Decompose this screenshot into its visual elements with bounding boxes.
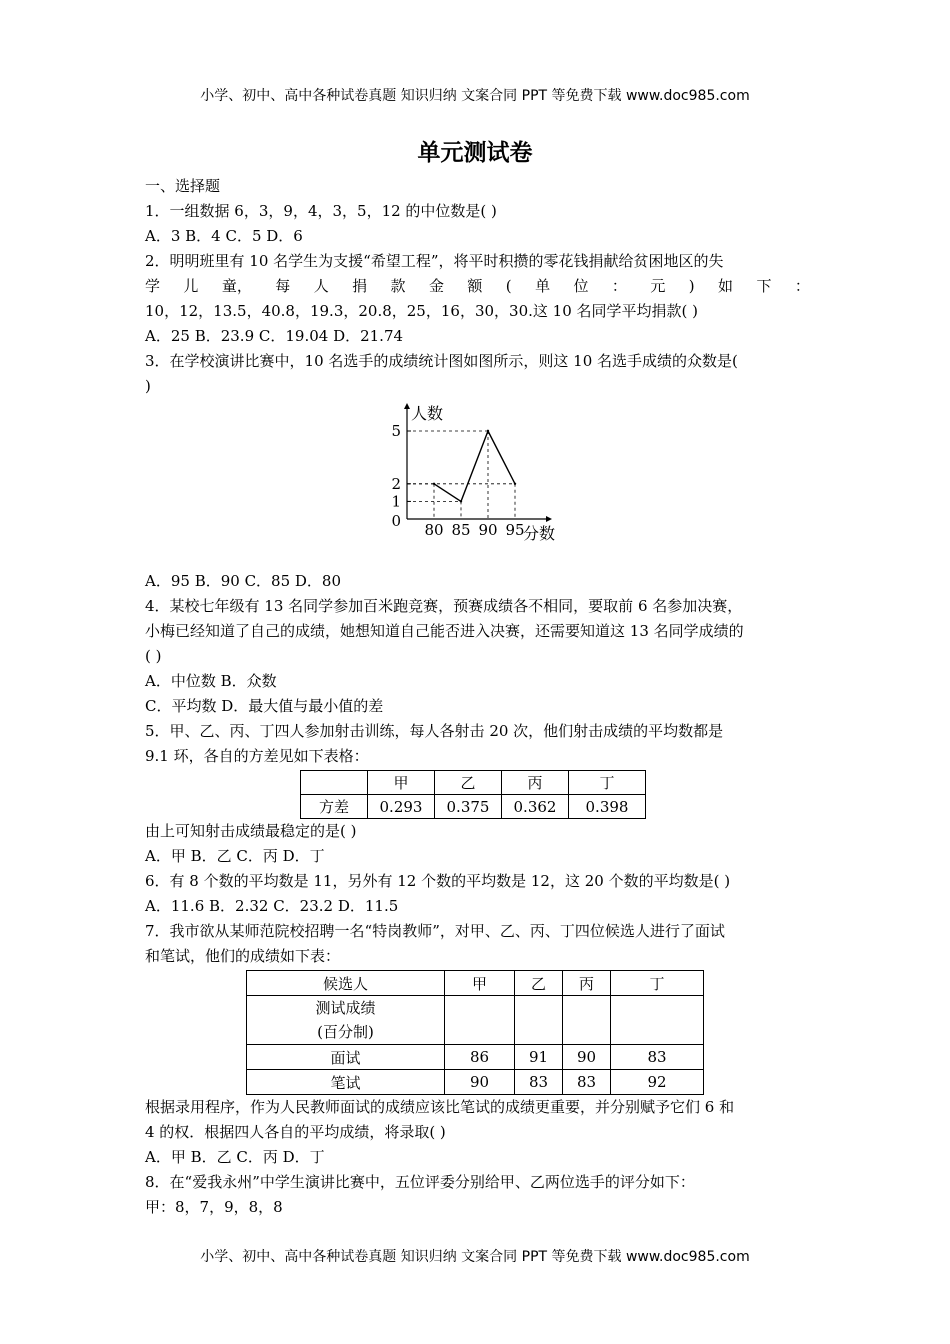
- data-point: [514, 483, 516, 485]
- exam-content: [145, 174, 810, 1220]
- series-line: [434, 431, 515, 501]
- q2-line2-token: 人: [313, 277, 329, 295]
- q3-options: A．95 B．90 C．85 D．80: [145, 572, 342, 590]
- table-cell: [515, 996, 563, 1045]
- table-cell: 丙: [502, 771, 569, 795]
- q7-line1: 7．我市欲从某师范院校招聘一名“特岗教师”，对甲、乙、丙、丁四位候选人进行了面试: [145, 922, 725, 940]
- table-cell: 83: [515, 1070, 563, 1095]
- y-tick-label: 5: [391, 422, 401, 440]
- q2-line2-token: 元: [650, 277, 666, 295]
- table-cell: 90: [563, 1045, 611, 1070]
- q2-line2-token: 单: [535, 277, 551, 295]
- q6-line1: 6．有 8 个数的平均数是 11，另外有 12 个数的平均数是 12，这 20 个数的平均数是( ): [145, 872, 731, 890]
- q2-line2-token: 捐: [352, 277, 368, 295]
- q2-line2-token: ：: [794, 277, 810, 295]
- q5-line2: 9.1 环，各自的方差见如下表格：: [145, 747, 369, 765]
- table-cell: 乙: [515, 971, 563, 996]
- q2-line2-token: ): [688, 277, 695, 295]
- table-cell: 0.293: [368, 795, 435, 819]
- data-point: [487, 430, 489, 432]
- page-title: 单元测试卷: [417, 139, 533, 166]
- q6-options: A．11.6 B．2.32 C．23.2 D．11.5: [145, 897, 399, 915]
- page-footer: 小学、初中、高中各种试卷真题 知识归纳 文案合同 PPT 等免费下载 www.doc985.com: [200, 1249, 750, 1265]
- q2-line2-token: 位: [573, 277, 589, 295]
- table-cell: 86: [445, 1045, 515, 1070]
- q3-line2: ): [145, 377, 151, 395]
- table-cell: [563, 996, 611, 1045]
- sub-header-line1: 测试成绩: [315, 999, 376, 1017]
- q7-line2: 和笔试，他们的成绩如下表：: [145, 947, 341, 965]
- x-tick-label: 85: [451, 521, 471, 539]
- sub-header-line2: (百分制): [317, 1023, 374, 1041]
- q8-line1: 8．在“爱我永州”中学生演讲比赛中，五位评委分别给甲、乙两位选手的评分如下：: [145, 1173, 695, 1191]
- table-cell: 甲: [368, 771, 435, 795]
- table-row: [247, 1070, 704, 1095]
- q2-line2-token: 如: [718, 277, 734, 295]
- table-cell: 乙: [435, 771, 502, 795]
- q2-line2-token: 童，: [221, 277, 252, 295]
- table-cell: 笔试: [247, 1070, 445, 1095]
- y-tick-label: 2: [391, 474, 401, 493]
- y-axis-arrow: [404, 403, 410, 409]
- candidate-score-table: [246, 970, 704, 1095]
- q2-line2-token: 学: [145, 277, 161, 295]
- table-cell: 面试: [247, 1045, 445, 1070]
- q2-options: A．25 B．23.9 C．19.04 D．21.74: [145, 327, 404, 345]
- q4-options-1: A．中位数 B．众数: [145, 672, 277, 690]
- table-cell: [247, 996, 445, 1045]
- q2-line2-token: (: [505, 277, 512, 295]
- table-cell: [611, 996, 704, 1045]
- table-cell: 0.398: [569, 795, 646, 819]
- q2-line1: 2．明明班里有 10 名学生为支援“希望工程”，将平时积攒的零花钱捐献给贫困地区的失: [145, 252, 724, 270]
- q2-line3: 10，12，13.5，40.8，19.3，20.8，25，16，30，30.这 10 名同学平均捐款( ): [145, 302, 698, 320]
- x-axis-title: 分数: [523, 524, 556, 543]
- table-row: [301, 795, 646, 819]
- table-row: [301, 771, 646, 795]
- origin-label: 0: [391, 512, 401, 530]
- x-tick-label: 80: [424, 521, 444, 539]
- q2-line2-token: 金: [428, 277, 444, 295]
- table-cell: 91: [515, 1045, 563, 1070]
- q2-line2: [145, 274, 810, 299]
- q7-line4: 4 的权．根据四人各自的平均成绩，将录取( ): [145, 1123, 446, 1141]
- y-tick-label: 1: [391, 492, 401, 511]
- data-point: [433, 483, 435, 485]
- table-row: [247, 996, 704, 1045]
- table-cell: 丁: [611, 971, 704, 996]
- table-cell: 83: [611, 1045, 704, 1070]
- table-cell: 0.375: [435, 795, 502, 819]
- y-axis-title: 人数: [411, 404, 444, 423]
- table-cell: [445, 996, 515, 1045]
- x-tick-label: 90: [478, 521, 498, 539]
- q7-line3: 根据录用程序，作为人民教师面试的成绩应该比笔试的成绩更重要，并分别赋予它们 6 和: [145, 1098, 735, 1116]
- table-cell: 0.362: [502, 795, 569, 819]
- q2-line2-token: 儿: [183, 277, 199, 295]
- q7-options: A．甲 B．乙 C．丙 D．丁: [145, 1148, 325, 1166]
- data-point: [460, 500, 462, 502]
- chart-svg: [381, 401, 561, 551]
- q2-line2-token: 额: [467, 277, 483, 295]
- q3-line1: 3．在学校演讲比赛中，10 名选手的成绩统计图如图所示，则这 10 名选手成绩的众数是(: [145, 352, 738, 370]
- table-row: [247, 1045, 704, 1070]
- table-cell: 方差: [301, 795, 368, 819]
- score-line-chart: [145, 399, 810, 569]
- table-cell: 候选人: [247, 971, 445, 996]
- table-cell: 丁: [569, 771, 646, 795]
- q1-stem: 1．一组数据 6，3，9，4，3，5，12 的中位数是( ): [145, 202, 497, 220]
- x-axis-arrow: [546, 516, 552, 522]
- q4-line2: 小梅已经知道了自己的成绩，她想知道自己能否进入决赛，还需要知道这 13 名同学成绩的: [145, 622, 744, 640]
- table-cell: 83: [563, 1070, 611, 1095]
- q1-options: A．3 B．4 C．5 D．6: [145, 227, 303, 245]
- q5-line3: 由上可知射击成绩最稳定的是( ): [145, 822, 357, 840]
- q8-line2: 甲：8，7，9，8，8: [145, 1198, 283, 1216]
- table-row: [247, 971, 704, 996]
- table-cell: [301, 771, 368, 795]
- page-header: 小学、初中、高中各种试卷真题 知识归纳 文案合同 PPT 等免费下载 www.doc985.com: [200, 88, 750, 104]
- variance-table: [300, 770, 646, 819]
- table-cell: 甲: [445, 971, 515, 996]
- q4-options-2: C．平均数 D．最大值与最小值的差: [145, 697, 384, 715]
- section-heading: 一、选择题: [145, 177, 221, 195]
- q4-line1: 4．某校七年级有 13 名同学参加百米跑竞赛，预赛成绩各不相同，要取前 6 名参加决赛，: [145, 597, 743, 615]
- q5-options: A．甲 B．乙 C．丙 D．丁: [145, 847, 325, 865]
- table-cell: 丙: [563, 971, 611, 996]
- x-tick-label: 95: [505, 521, 525, 539]
- q2-line2-token: 每: [275, 277, 291, 295]
- q4-line3: ( ): [145, 647, 162, 665]
- q2-line2-token: 下: [756, 277, 772, 295]
- q2-line2-token: ：: [611, 277, 627, 295]
- table-cell: 90: [445, 1070, 515, 1095]
- q2-line2-token: 款: [390, 277, 406, 295]
- table-cell: 92: [611, 1070, 704, 1095]
- q5-line1: 5．甲、乙、丙、丁四人参加射击训练，每人各射击 20 次，他们射击成绩的平均数都是: [145, 722, 724, 740]
